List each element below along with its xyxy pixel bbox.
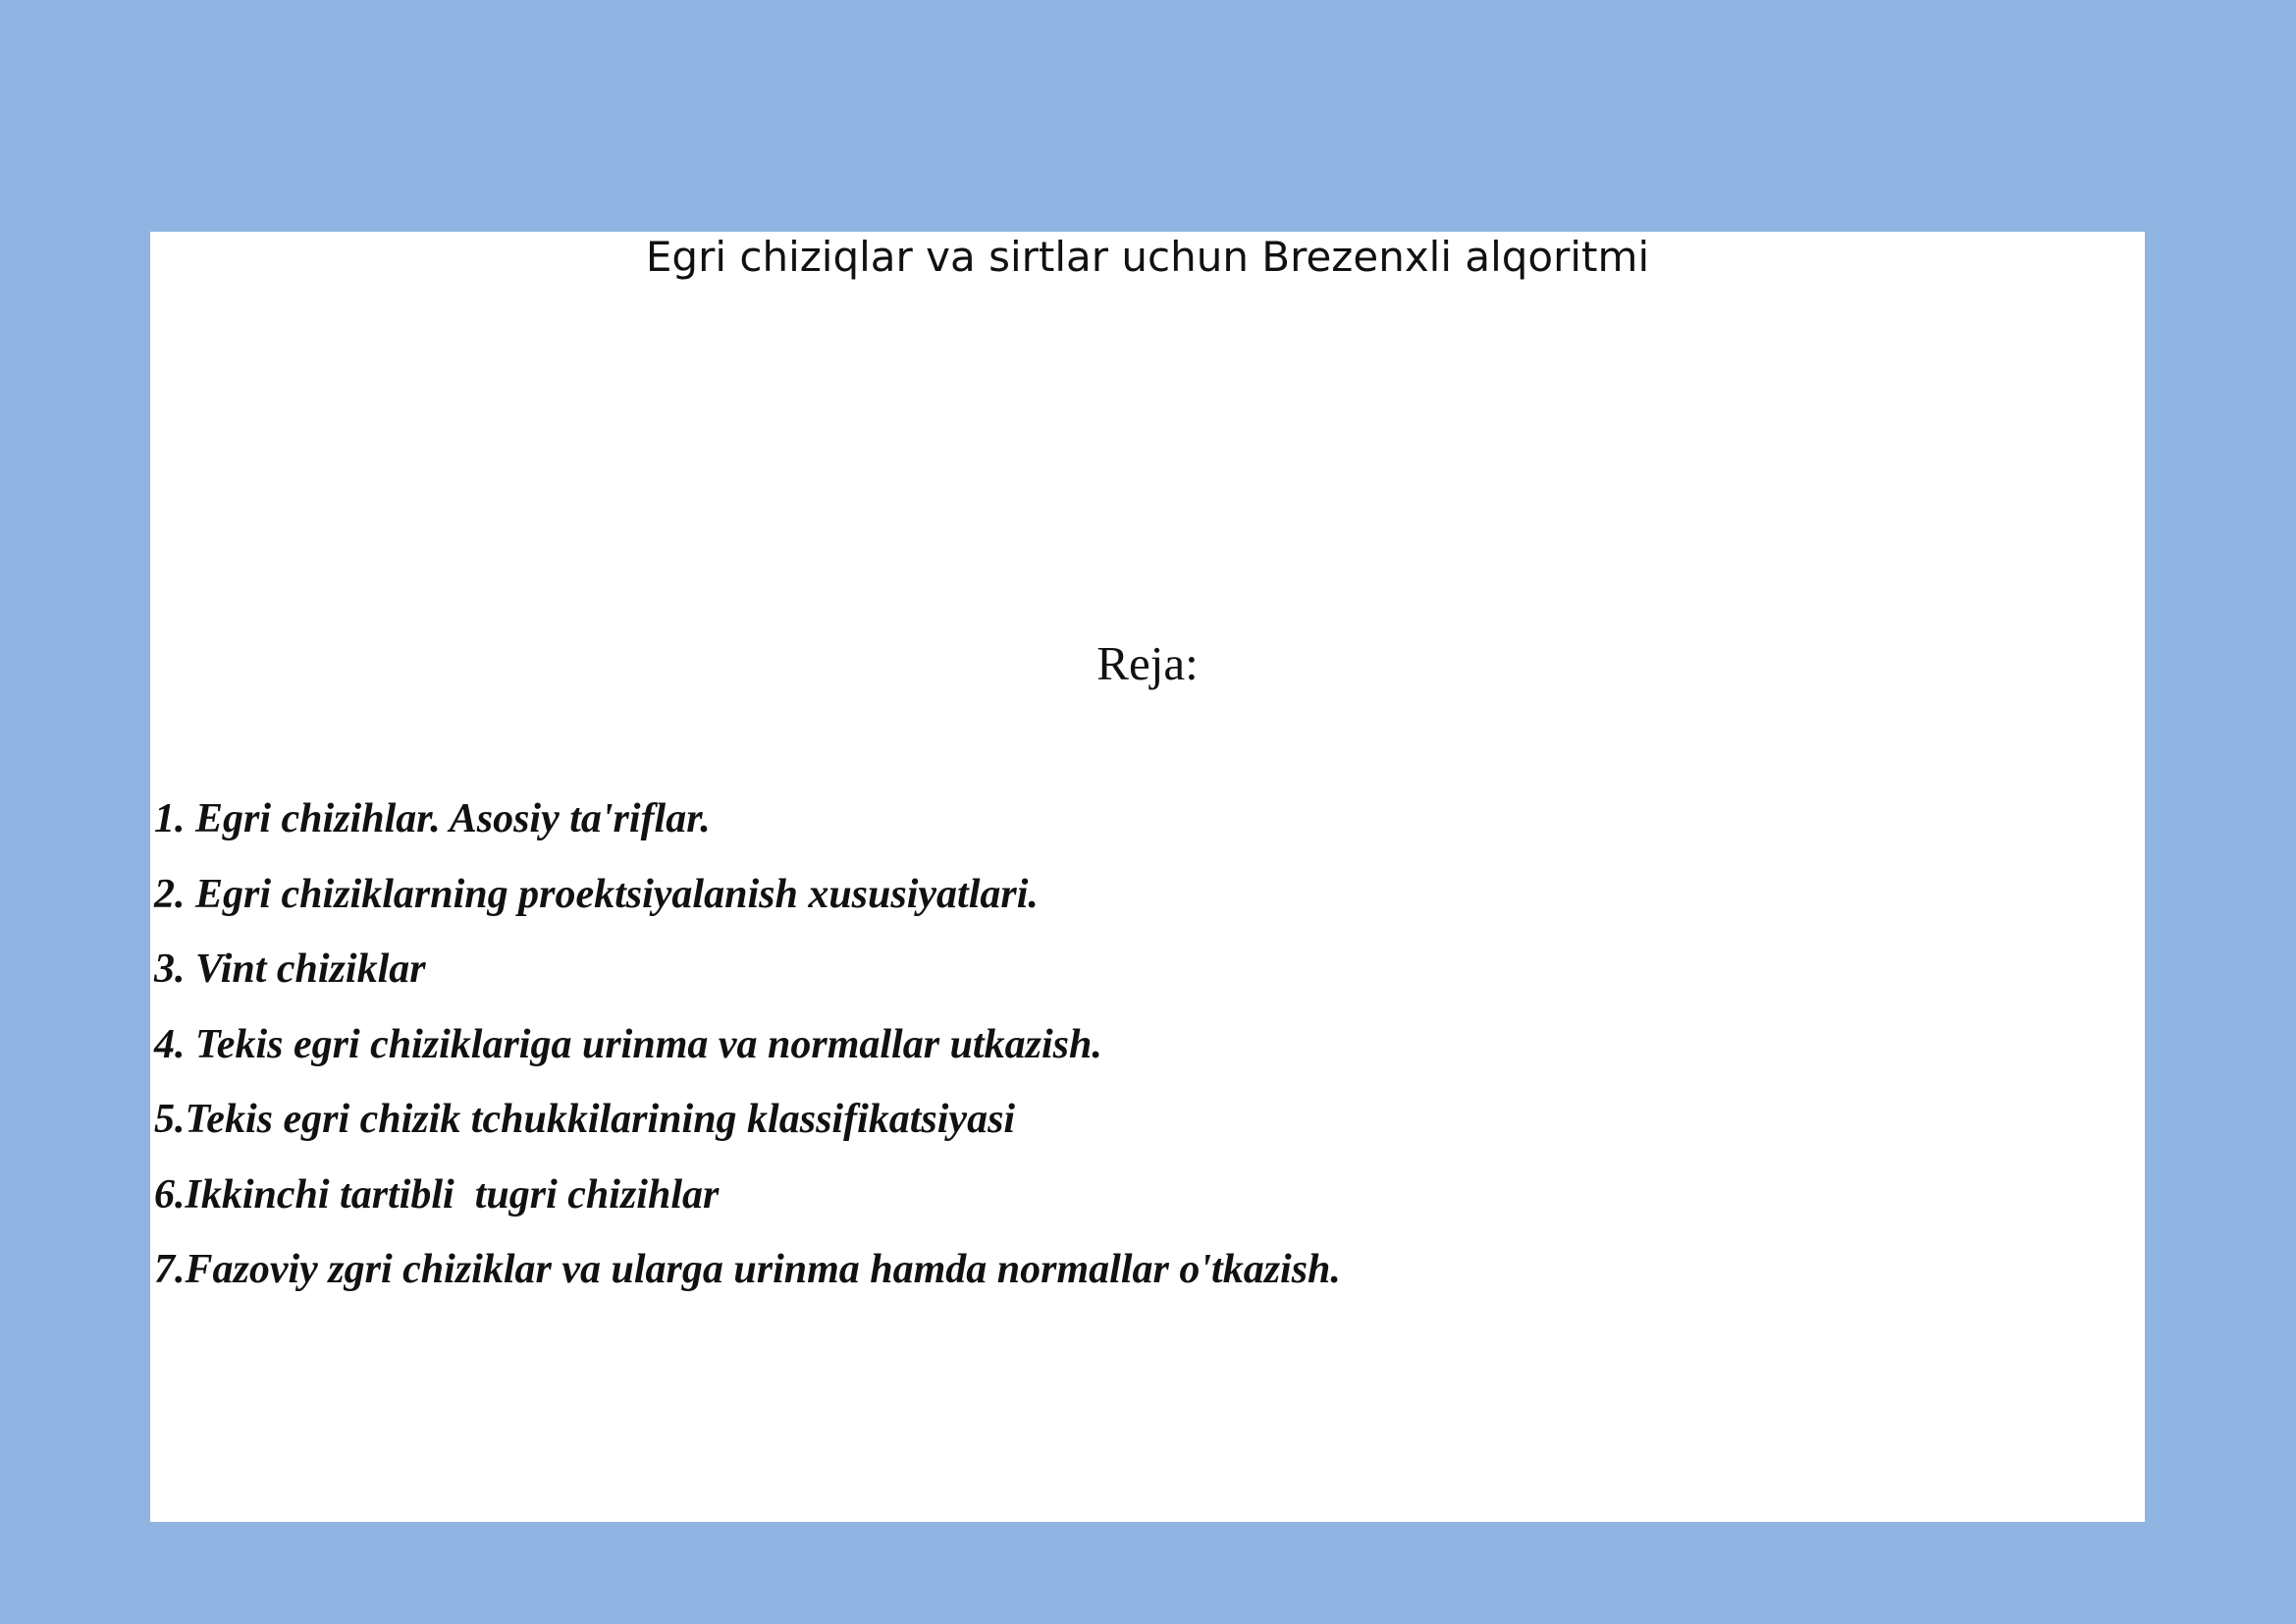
plan-item-3: 3. Vint chiziklar xyxy=(154,947,426,992)
plan-item-5: 5.Tekis egri chizik tchukkilarining klassifikatsiyasi xyxy=(154,1097,1016,1142)
plan-heading: Reja: xyxy=(1096,636,1199,690)
plan-item-2: 2. Egri chiziklarning proektsiyalanish xususiyatlari. xyxy=(154,871,1039,917)
plan-item-7: 7.Fazoviy zgri chiziklar va ularga urinma hamda normallar o'tkazish. xyxy=(154,1247,1341,1292)
document-page xyxy=(150,232,2145,1522)
plan-item-1: 1. Egri chizihlar. Asosiy ta'riflar. xyxy=(154,796,711,841)
document-title: Egri chiziqlar va sirtlar uchun Brezenxli alqoritmi xyxy=(645,233,1650,281)
plan-item-4: 4. Tekis egri chiziklariga urinma va normallar utkazish. xyxy=(154,1021,1102,1067)
plan-item-6: 6.Ikkinchi tartibli tugri chizihlar xyxy=(154,1171,720,1218)
plan-list xyxy=(154,782,1430,1308)
